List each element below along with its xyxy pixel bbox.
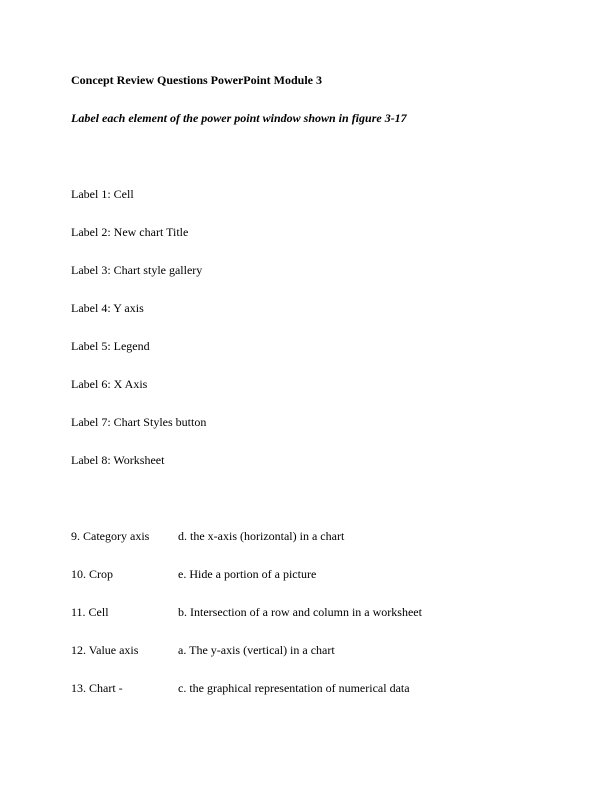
label-item-5: Label 5: Legend	[71, 339, 150, 353]
matching-term: 11. Cell	[71, 605, 109, 619]
matching-definition: e. Hide a portion of a picture	[178, 567, 317, 581]
matching-term: 13. Chart -	[71, 681, 123, 695]
matching-term: 9. Category axis	[71, 529, 150, 543]
label-item-8: Label 8: Worksheet	[71, 453, 165, 467]
matching-row-12	[71, 643, 571, 657]
matching-term: 12. Value axis	[71, 643, 139, 657]
matching-definition: d. the x-axis (horizontal) in a chart	[178, 529, 345, 543]
matching-term: 10. Crop	[71, 567, 113, 581]
matching-row-13	[71, 681, 571, 695]
matching-row-9	[71, 529, 571, 543]
label-item-4: Label 4: Y axis	[71, 301, 144, 315]
matching-row-11	[71, 605, 571, 619]
document-heading: Concept Review Questions PowerPoint Module 3	[71, 73, 322, 87]
label-item-6: Label 6: X Axis	[71, 377, 148, 391]
label-item-7: Label 7: Chart Styles button	[71, 415, 207, 429]
document-instruction: Label each element of the power point window shown in figure 3-17	[71, 111, 407, 125]
label-item-2: Label 2: New chart Title	[71, 225, 189, 239]
matching-definition: c. the graphical representation of numerical data	[178, 681, 410, 695]
matching-row-10	[71, 567, 571, 581]
matching-definition: b. Intersection of a row and column in a worksheet	[178, 605, 422, 619]
label-item-1: Label 1: Cell	[71, 187, 134, 201]
matching-definition: a. The y-axis (vertical) in a chart	[178, 643, 335, 657]
label-item-3: Label 3: Chart style gallery	[71, 263, 203, 277]
